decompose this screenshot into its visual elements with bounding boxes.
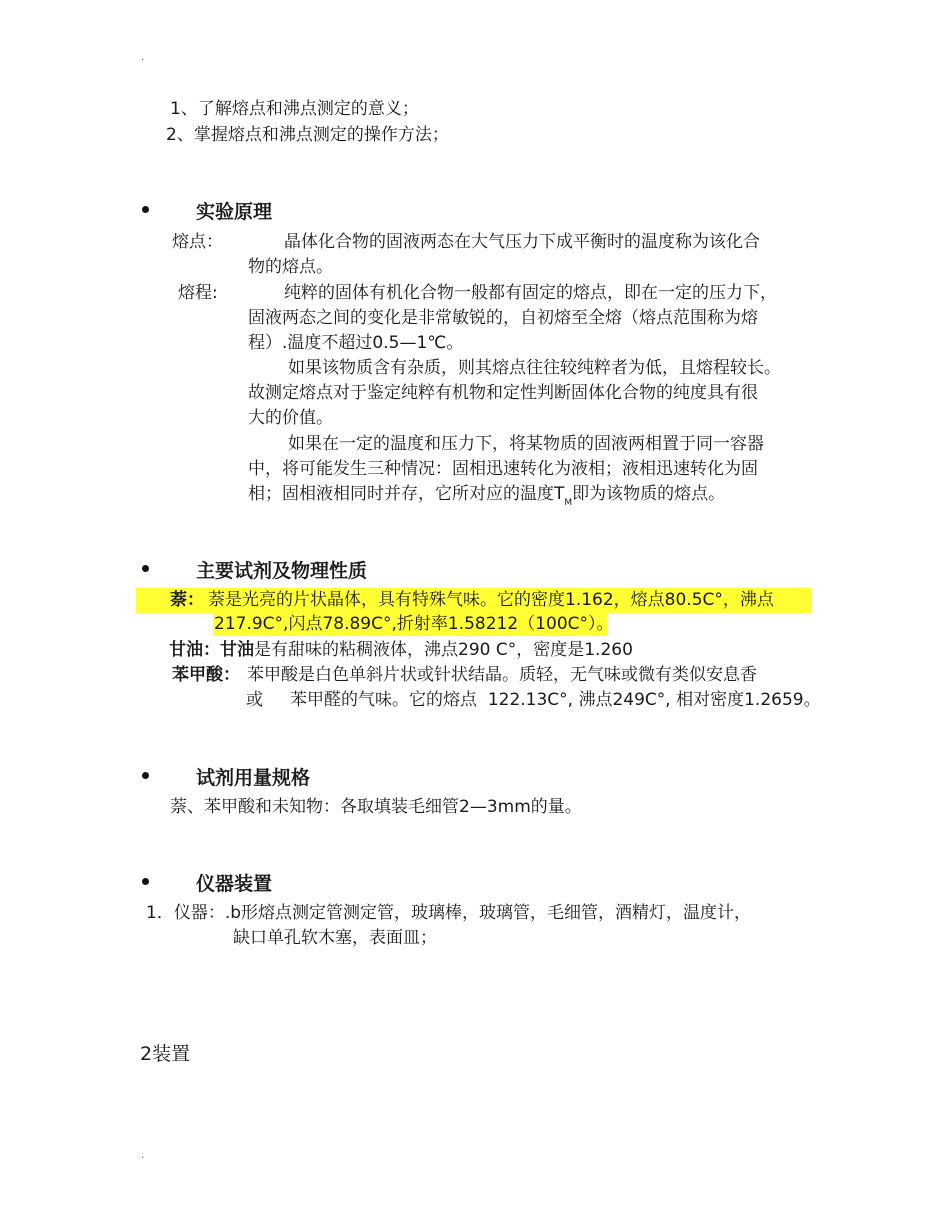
melting-point-text-line: 晶体化合物的固液两态在大气压力下成平衡时的温度称为该化合	[284, 232, 760, 252]
melting-range-label: 熔程:	[178, 283, 218, 303]
glycerol-text: 是有甜味的粘稠液体，沸点290 C°，密度是1.260	[254, 640, 633, 660]
glycerol-entry	[169, 638, 633, 663]
naphthalene-text-line: 217.9C°,闪点78.89C°,折射率1.58212（100C°）。	[214, 614, 614, 634]
phase-text-pre: 相；固相液相同时并存，它所对应的温度T	[248, 484, 565, 504]
dosage-text: 萘、苯甲酸和未知物：各取填装毛细管2—3mm的量。	[170, 797, 582, 817]
section-heading-dosage: 试剂用量规格	[196, 767, 311, 789]
section-heading-principle: 实验原理	[196, 201, 273, 223]
objective-item-2: 2、掌握熔点和沸点测定的操作方法；	[166, 125, 449, 145]
phase-text-post: 即为该物质的熔点。	[572, 484, 726, 504]
section-heading-reagents: 主要试剂及物理性质	[196, 560, 368, 582]
impurity-text-line: 大的价值。	[248, 408, 333, 428]
objective-item-1: 1、了解熔点和沸点测定的意义；	[170, 99, 419, 119]
naphthalene-label: 萘：	[170, 590, 204, 610]
page-top-marker: .	[141, 52, 145, 63]
section-heading-apparatus: 仪器装置	[196, 873, 273, 895]
apparatus-text-line: 缺口单孔软木塞，表面皿；	[233, 928, 437, 948]
melting-point-text-line: 物的熔点。	[248, 257, 333, 277]
melting-range-text-line: 固液两态之间的变化是非常敏锐的，自初熔至全熔（熔点范围称为熔	[248, 308, 758, 328]
melting-point-label: 熔点：	[172, 232, 223, 252]
bullet-icon	[142, 772, 149, 779]
benzoic-acid-text-line: 苯甲酸是白色单斜片状或针状结晶。质轻，无气味或微有类似安息香	[247, 665, 757, 685]
apparatus-text-line: 1．仪器：.b形熔点测定管测定管，玻璃棒，玻璃管，毛细管，酒精灯，温度计，	[146, 903, 752, 923]
impurity-text-line: 如果该物质含有杂质，则其熔点往往较纯粹者为低，且熔程较长。	[288, 358, 781, 378]
melting-range-text-line: 程）.温度不超过0.5—1℃。	[248, 333, 464, 353]
impurity-text-line: 故测定熔点对于鉴定纯粹有机物和定性判断固体化合物的纯度具有很	[248, 383, 758, 403]
phase-text-line: 中，将可能发生三种情况：固相迅速转化为液相；液相迅速转化为固	[248, 459, 758, 479]
glycerol-label: 甘油：甘油	[169, 640, 254, 660]
benzoic-acid-label: 苯甲酸：	[172, 665, 240, 685]
phase-text-line-last	[248, 482, 725, 516]
naphthalene-text-line: 萘是光亮的片状晶体，具有特殊气味。它的密度1.162，熔点80.5C°，沸点	[208, 590, 774, 610]
melting-range-text-line: 纯粹的固体有机化合物一般都有固定的熔点，即在一定的压力下，	[284, 283, 777, 303]
bullet-icon	[142, 565, 149, 572]
phase-text-line: 如果在一定的温度和压力下，将某物质的固液两相置于同一容器	[288, 434, 764, 454]
bullet-icon	[142, 878, 149, 885]
benzoic-acid-text-line: 或 苯甲醛的气味。它的熔点 122.13C°, 沸点249C°, 相对密度1.2659。	[246, 690, 821, 710]
temperature-subscript: M	[564, 498, 573, 508]
page-bottom-marker: .	[141, 1150, 145, 1161]
setup-label: 2装置	[140, 1043, 191, 1065]
bullet-icon	[142, 206, 149, 213]
